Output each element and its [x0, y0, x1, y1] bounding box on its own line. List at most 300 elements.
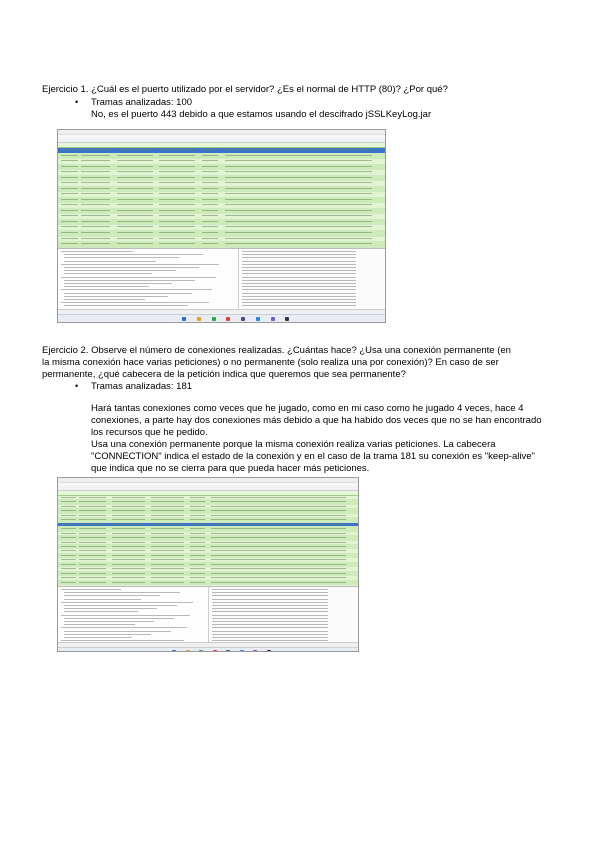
- packet-cell: [159, 204, 195, 205]
- packet-cell: [202, 238, 218, 239]
- packet-cell: [151, 524, 184, 525]
- packet-cell: [225, 182, 372, 183]
- packet-cell: [61, 155, 77, 156]
- detail-line: [64, 267, 199, 268]
- packet-cell: [202, 193, 218, 194]
- packet-cell: [159, 243, 195, 244]
- packet-cell: [117, 243, 153, 244]
- packet-bytes-pane: [239, 249, 385, 309]
- packet-cell: [61, 215, 77, 216]
- packet-cell: [61, 199, 77, 200]
- taskbar-app-icon: [253, 650, 257, 652]
- packet-cell: [190, 506, 205, 507]
- detail-line: [64, 254, 203, 255]
- packet-cell: [211, 510, 346, 511]
- packet-cell: [190, 497, 205, 498]
- packet-cell: [79, 497, 106, 498]
- packet-cell: [112, 555, 145, 556]
- hex-line: [212, 589, 328, 590]
- detail-line: [64, 305, 188, 306]
- hex-line: [242, 283, 356, 284]
- packet-cell: [190, 559, 205, 560]
- hex-line: [212, 611, 328, 612]
- exercise2-answer-p2-line2: "CONNECTION" indica el estado de la conexión y en el caso de la trama 181 su conexión es "keep-alive": [91, 451, 535, 462]
- packet-bytes-pane: [209, 587, 358, 642]
- packet-cell: [211, 524, 346, 525]
- packet-cell: [81, 221, 110, 222]
- packet-cell: [202, 215, 218, 216]
- hex-line: [242, 261, 356, 262]
- packet-cell: [61, 210, 77, 211]
- packet-cell: [151, 582, 184, 583]
- packet-cell: [79, 582, 106, 583]
- packet-cell: [79, 559, 106, 560]
- packet-cell: [61, 524, 76, 525]
- hex-line: [212, 599, 328, 600]
- hex-line: [212, 615, 328, 616]
- packet-cell: [159, 215, 195, 216]
- packet-cell: [190, 533, 205, 534]
- packet-cell: [211, 533, 346, 534]
- packet-cell: [117, 210, 153, 211]
- detail-line: [64, 283, 172, 284]
- packet-cell: [151, 533, 184, 534]
- hex-line: [212, 605, 328, 606]
- packet-cell: [81, 171, 110, 172]
- packet-cell: [112, 501, 145, 502]
- packet-cell: [225, 238, 372, 239]
- packet-cell: [202, 199, 218, 200]
- packet-cell: [61, 533, 76, 534]
- packet-cell: [112, 573, 145, 574]
- packet-cell: [151, 568, 184, 569]
- packet-cell: [81, 149, 110, 150]
- packet-cell: [159, 155, 195, 156]
- detail-line: [64, 293, 192, 294]
- hex-line: [242, 267, 356, 268]
- packet-cell: [81, 182, 110, 183]
- packet-detail-area: [58, 586, 358, 642]
- packet-cell: [61, 577, 76, 578]
- packet-cell: [225, 215, 372, 216]
- detail-line: [64, 592, 180, 593]
- packet-cell: [79, 506, 106, 507]
- packet-cell: [112, 497, 145, 498]
- packet-cell: [190, 515, 205, 516]
- exercise2-question-line1: Ejercicio 2. Observe el número de conexiones realizadas. ¿Cuántas hace? ¿Usa una conexión permanente (en: [42, 345, 511, 356]
- packet-cell: [81, 160, 110, 161]
- packet-cell: [211, 564, 346, 565]
- hex-line: [242, 254, 356, 255]
- packet-cell: [151, 537, 184, 538]
- packet-cell: [81, 166, 110, 167]
- packet-cell: [81, 226, 110, 227]
- packet-cell: [112, 506, 145, 507]
- packet-list: [58, 148, 385, 248]
- packet-cell: [117, 149, 153, 150]
- packet-cell: [81, 210, 110, 211]
- detail-line: [61, 277, 216, 278]
- packet-cell: [61, 221, 77, 222]
- detail-line: [64, 261, 156, 262]
- packet-cell: [61, 559, 76, 560]
- packet-cell: [211, 501, 346, 502]
- hex-line: [212, 624, 328, 625]
- packet-cell: [202, 243, 218, 244]
- packet-cell: [151, 555, 184, 556]
- packet-cell: [159, 171, 195, 172]
- packet-cell: [202, 182, 218, 183]
- packet-cell: [202, 160, 218, 161]
- packet-cell: [61, 550, 76, 551]
- packet-cell: [190, 501, 205, 502]
- packet-cell: [225, 177, 372, 178]
- packet-cell: [117, 193, 153, 194]
- hex-line: [212, 608, 328, 609]
- taskbar-app-icon: [256, 317, 260, 321]
- hex-line: [242, 286, 356, 287]
- packet-cell: [117, 160, 153, 161]
- packet-cell: [79, 546, 106, 547]
- packet-cell: [117, 238, 153, 239]
- packet-cell: [117, 221, 153, 222]
- detail-line: [64, 280, 195, 281]
- packet-cell: [190, 550, 205, 551]
- packet-cell: [79, 537, 106, 538]
- packet-cell: [211, 515, 346, 516]
- packet-cell: [79, 510, 106, 511]
- bullet-icon: •: [75, 97, 79, 107]
- packet-list: [58, 496, 358, 586]
- taskbar-app-icon: [197, 317, 201, 321]
- detail-line: [64, 296, 168, 297]
- hex-line: [212, 621, 328, 622]
- packet-cell: [190, 568, 205, 569]
- taskbar-app-icon: [172, 650, 176, 652]
- hex-line: [242, 289, 356, 290]
- packet-cell: [79, 524, 106, 525]
- hex-line: [242, 293, 356, 294]
- packet-cell: [225, 149, 372, 150]
- packet-cell: [151, 573, 184, 574]
- packet-cell: [61, 149, 77, 150]
- packet-cell: [112, 528, 145, 529]
- detail-line: [64, 257, 179, 258]
- packet-cell: [190, 528, 205, 529]
- windows-taskbar: [58, 647, 358, 652]
- packet-cell: [61, 582, 76, 583]
- packet-detail-area: [58, 248, 385, 309]
- taskbar-app-icon: [240, 650, 244, 652]
- packet-cell: [225, 226, 372, 227]
- packet-cell: [225, 232, 372, 233]
- taskbar-app-icon: [271, 317, 275, 321]
- packet-cell: [79, 501, 106, 502]
- packet-cell: [79, 573, 106, 574]
- packet-cell: [81, 199, 110, 200]
- hex-line: [242, 305, 356, 306]
- packet-cell: [151, 510, 184, 511]
- packet-cell: [225, 193, 372, 194]
- packet-cell: [79, 533, 106, 534]
- packet-cell: [61, 501, 76, 502]
- packet-cell: [211, 582, 346, 583]
- packet-cell: [112, 577, 145, 578]
- packet-cell: [190, 524, 205, 525]
- packet-cell: [81, 177, 110, 178]
- taskbar-app-icon: [212, 317, 216, 321]
- packet-cell: [61, 542, 76, 543]
- packet-cell: [112, 542, 145, 543]
- packet-cell: [79, 528, 106, 529]
- packet-cell: [190, 577, 205, 578]
- hex-line: [242, 273, 356, 274]
- packet-cell: [225, 155, 372, 156]
- packet-cell: [159, 232, 195, 233]
- hex-line: [242, 302, 356, 303]
- packet-cell: [79, 542, 106, 543]
- packet-cell: [81, 155, 110, 156]
- detail-line: [61, 251, 133, 252]
- hex-line: [212, 602, 328, 603]
- packet-cell: [117, 199, 153, 200]
- hex-line: [212, 637, 328, 638]
- packet-cell: [159, 177, 195, 178]
- wireshark-screenshot-1: [57, 129, 386, 323]
- hex-line: [212, 618, 328, 619]
- packet-cell: [117, 166, 153, 167]
- detail-line: [64, 624, 135, 625]
- hex-line: [242, 270, 356, 271]
- packet-cell: [112, 550, 145, 551]
- detail-line: [61, 627, 187, 628]
- taskbar-app-icon: [226, 317, 230, 321]
- packet-cell: [190, 582, 205, 583]
- packet-cell: [61, 226, 77, 227]
- packet-cell: [202, 232, 218, 233]
- packet-cell: [159, 149, 195, 150]
- packet-cell: [61, 510, 76, 511]
- packet-cell: [112, 519, 145, 520]
- detail-line: [64, 273, 152, 274]
- packet-cell: [81, 215, 110, 216]
- packet-cell: [202, 204, 218, 205]
- hex-line: [212, 595, 328, 596]
- packet-cell: [61, 573, 76, 574]
- packet-cell: [211, 546, 346, 547]
- packet-cell: [202, 149, 218, 150]
- taskbar-app-icon: [213, 650, 217, 652]
- packet-cell: [159, 210, 195, 211]
- packet-cell: [211, 537, 346, 538]
- packet-cell: [112, 524, 145, 525]
- packet-cell: [202, 166, 218, 167]
- packet-cell: [190, 510, 205, 511]
- packet-cell: [81, 193, 110, 194]
- exercise2-question-line2: la misma conexión hace varias peticiones) o no permanente (solo realiza una por conexión)? En caso de ser: [42, 357, 499, 368]
- exercise1-answer: No, es el puerto 443 debido a que estamos usando el descifrado jSSLKeyLog.jar: [91, 109, 432, 120]
- packet-cell: [61, 546, 76, 547]
- packet-cell: [61, 497, 76, 498]
- packet-cell: [79, 519, 106, 520]
- hex-line: [242, 251, 356, 252]
- packet-cell: [112, 582, 145, 583]
- detail-line: [64, 605, 177, 606]
- packet-cell: [117, 215, 153, 216]
- packet-cell: [79, 555, 106, 556]
- packet-cell: [151, 506, 184, 507]
- packet-cell: [81, 243, 110, 244]
- packet-cell: [159, 199, 195, 200]
- packet-row: [58, 585, 358, 586]
- detail-line: [61, 640, 184, 641]
- packet-cell: [190, 546, 205, 547]
- packet-cell: [211, 577, 346, 578]
- detail-line: [64, 270, 176, 271]
- packet-cell: [112, 537, 145, 538]
- exercise2-question-line3: permanente, ¿qué cabecera de la petición indica que queremos que sea permanente?: [42, 369, 406, 380]
- packet-cell: [112, 510, 145, 511]
- packet-cell: [159, 182, 195, 183]
- exercise2-answer-p1-line2: conexiones, a parte hay dos conexiones más debido a que ha habido dos veces que no se han encontrado: [91, 415, 542, 426]
- packet-cell: [61, 166, 77, 167]
- packet-cell: [117, 171, 153, 172]
- packet-cell: [202, 171, 218, 172]
- exercise1-question: Ejercicio 1. ¿Cuál es el puerto utilizado por el servidor? ¿Es el normal de HTTP (80)? ¿Por qué?: [42, 84, 448, 95]
- exercise2-frames: Tramas analizadas: 181: [91, 381, 193, 392]
- hex-line: [212, 640, 328, 641]
- packet-cell: [225, 221, 372, 222]
- packet-cell: [61, 188, 77, 189]
- packet-cell: [159, 193, 195, 194]
- packet-cell: [202, 155, 218, 156]
- packet-cell: [61, 519, 76, 520]
- packet-cell: [61, 193, 77, 194]
- packet-cell: [61, 204, 77, 205]
- packet-cell: [117, 182, 153, 183]
- packet-cell: [225, 243, 372, 244]
- packet-cell: [112, 568, 145, 569]
- hex-line: [242, 296, 356, 297]
- hex-line: [242, 299, 356, 300]
- packet-cell: [211, 542, 346, 543]
- packet-cell: [117, 204, 153, 205]
- packet-cell: [112, 515, 145, 516]
- packet-cell: [61, 243, 77, 244]
- packet-cell: [159, 221, 195, 222]
- packet-cell: [61, 555, 76, 556]
- detail-line: [61, 589, 121, 590]
- packet-cell: [190, 573, 205, 574]
- detail-line: [64, 611, 138, 612]
- packet-cell: [79, 515, 106, 516]
- taskbar-app-icon: [285, 317, 289, 321]
- packet-cell: [151, 546, 184, 547]
- packet-cell: [225, 166, 372, 167]
- packet-cell: [202, 188, 218, 189]
- packet-cell: [61, 515, 76, 516]
- packet-cell: [211, 559, 346, 560]
- exercise2-answer-p1-line3: los recursos que he pedido.: [91, 427, 208, 438]
- packet-cell: [151, 542, 184, 543]
- packet-cell: [117, 155, 153, 156]
- detail-line: [61, 602, 193, 603]
- packet-cell: [61, 537, 76, 538]
- packet-cell: [61, 568, 76, 569]
- packet-cell: [202, 226, 218, 227]
- packet-cell: [190, 555, 205, 556]
- detail-line: [64, 621, 154, 622]
- packet-cell: [159, 238, 195, 239]
- exercise2-answer-p2-line1: Usa una conexión permanente porque la misma conexión realiza varias peticiones. La cabecera: [91, 439, 496, 450]
- packet-cell: [225, 210, 372, 211]
- packet-cell: [159, 166, 195, 167]
- taskbar-app-icon: [226, 650, 230, 652]
- windows-taskbar: [58, 314, 385, 323]
- packet-cell: [190, 537, 205, 538]
- packet-cell: [81, 188, 110, 189]
- packet-cell: [79, 564, 106, 565]
- wireshark-screenshot-2: [57, 477, 359, 652]
- packet-cell: [151, 501, 184, 502]
- detail-line: [64, 634, 151, 635]
- packet-cell: [211, 506, 346, 507]
- packet-cell: [81, 238, 110, 239]
- packet-cell: [117, 232, 153, 233]
- packet-cell: [61, 177, 77, 178]
- exercise1-frames: Tramas analizadas: 100: [91, 97, 193, 108]
- packet-cell: [61, 528, 76, 529]
- packet-cell: [117, 177, 153, 178]
- detail-line: [61, 302, 209, 303]
- packet-cell: [61, 182, 77, 183]
- exercise2-answer-p2-line3: que indica que no se cierra para que pueda hacer más peticiones.: [91, 463, 370, 474]
- hex-line: [212, 631, 328, 632]
- detail-line: [64, 637, 132, 638]
- taskbar-app-icon: [199, 650, 203, 652]
- hex-line: [242, 280, 356, 281]
- packet-cell: [225, 204, 372, 205]
- packet-cell: [61, 232, 77, 233]
- detail-line: [64, 286, 149, 287]
- packet-cell: [202, 221, 218, 222]
- packet-cell: [117, 188, 153, 189]
- packet-cell: [151, 564, 184, 565]
- packet-cell: [211, 528, 346, 529]
- packet-cell: [225, 199, 372, 200]
- packet-cell: [151, 497, 184, 498]
- packet-cell: [61, 564, 76, 565]
- packet-cell: [211, 550, 346, 551]
- detail-line: [64, 618, 174, 619]
- packet-cell: [151, 559, 184, 560]
- packet-cell: [151, 528, 184, 529]
- packet-cell: [79, 550, 106, 551]
- taskbar-app-icon: [241, 317, 245, 321]
- packet-cell: [190, 519, 205, 520]
- packet-cell: [202, 210, 218, 211]
- detail-line: [64, 299, 145, 300]
- detail-line: [61, 615, 190, 616]
- packet-cell: [112, 559, 145, 560]
- packet-cell: [81, 204, 110, 205]
- packet-cell: [225, 188, 372, 189]
- packet-cell: [151, 577, 184, 578]
- packet-cell: [211, 573, 346, 574]
- packet-cell: [151, 550, 184, 551]
- packet-cell: [61, 160, 77, 161]
- packet-cell: [211, 497, 346, 498]
